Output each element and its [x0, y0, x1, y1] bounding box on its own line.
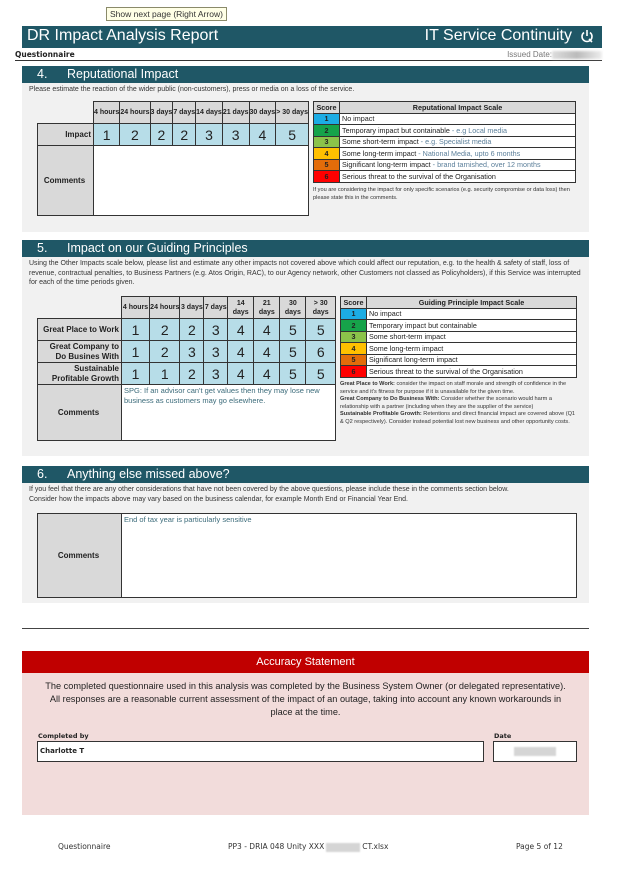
score-swatch: 3 [341, 331, 367, 343]
period-header: 14 days [228, 297, 254, 319]
impact-score-cell[interactable]: 1 [122, 341, 150, 363]
score-swatch: 4 [314, 148, 340, 160]
description-line: Consider how the impacts above may vary based on the business calendar, for example Month End or Financial Year End. [29, 495, 408, 503]
guiding-note [340, 396, 580, 411]
completed-by-field[interactable]: Charlotte T [37, 741, 484, 762]
scale-description [340, 136, 576, 148]
impact-score-cell[interactable]: 4 [254, 319, 280, 341]
divider [22, 628, 589, 629]
section-number: 5. [37, 241, 48, 255]
period-header: 21 days [222, 102, 249, 124]
section-title: Anything else missed above? [67, 467, 230, 481]
impact-score-cell[interactable]: 2 [173, 124, 196, 146]
row-label: Great Company to Do Busines With [38, 341, 122, 363]
power-refresh-icon [580, 29, 594, 43]
scale-row [314, 125, 576, 137]
table-row [38, 341, 336, 363]
comments-field[interactable]: End of tax year is particularly sensitive [122, 514, 577, 598]
header-row [38, 297, 336, 319]
score-swatch: 2 [314, 125, 340, 137]
period-header: 21 days [254, 297, 280, 319]
period-header: 30 days [249, 102, 276, 124]
impact-score-cell[interactable]: 3 [180, 341, 204, 363]
scale-description [340, 171, 576, 183]
scale-text: Temporary impact but containable [342, 125, 450, 135]
page-number: Page 5 of 12 [516, 842, 563, 851]
section-reputational-impact [22, 66, 589, 232]
score-swatch: 3 [314, 136, 340, 148]
scale-description [367, 343, 577, 355]
questionnaire-label: Questionnaire [15, 50, 75, 59]
scale-row [341, 354, 577, 366]
scale-description [367, 308, 577, 320]
scale-text: Some short-term impact [342, 137, 419, 147]
report-header-bar [22, 26, 602, 48]
section-description: Please estimate the reaction of the wider public (non-customers), press or media on a loss of the service. [29, 86, 355, 93]
reputational-impact-scale [313, 101, 576, 183]
scale-row [314, 171, 576, 183]
period-header: 24 hours [150, 297, 180, 319]
scale-description [367, 331, 577, 343]
issued-date-label: Issued Date: [507, 50, 552, 59]
scale-description [340, 159, 576, 171]
score-swatch: 5 [314, 159, 340, 171]
accuracy-title: Accuracy Statement [22, 651, 589, 673]
scale-row [341, 320, 577, 332]
score-swatch: 2 [341, 320, 367, 332]
score-swatch: 1 [341, 308, 367, 320]
scale-text: No impact [369, 309, 402, 319]
score-swatch: 5 [341, 354, 367, 366]
reputational-impact-table [37, 101, 309, 216]
impact-score-cell[interactable]: 4 [254, 363, 280, 385]
impact-score-cell[interactable]: 4 [228, 363, 254, 385]
scale-row [314, 136, 576, 148]
impact-score-cell[interactable]: 3 [222, 124, 249, 146]
scale-description [367, 354, 577, 366]
period-header: 3 days [180, 297, 204, 319]
note-text: Consider whether the scenario would harm a relationship with a partner (including when they are the supplier of the service) [340, 396, 552, 410]
score-header: Score [341, 297, 367, 309]
impact-score-cell[interactable]: 3 [204, 363, 228, 385]
period-header: > 30 days [276, 102, 309, 124]
impact-score-cell[interactable]: 1 [150, 363, 180, 385]
scale-row [314, 148, 576, 160]
scale-note: If you are considering the impact for only specific scenarios (e.g. security compromise or data loss) then please state this in the comments. [313, 187, 570, 201]
scale-description [340, 148, 576, 160]
scale-row [341, 308, 577, 320]
note-term: Great Company to Do Business With: [340, 396, 440, 403]
note-term: Great Place to Work: [340, 381, 395, 387]
impact-score-cell[interactable]: 4 [228, 341, 254, 363]
scale-row [314, 113, 576, 125]
section-heading [22, 466, 589, 483]
impact-score-cell[interactable]: 3 [204, 319, 228, 341]
subheader [15, 49, 602, 61]
date-redacted [514, 747, 556, 756]
guiding-principle-notes [340, 381, 580, 427]
score-swatch: 6 [341, 366, 367, 378]
footer-filename [228, 842, 388, 852]
filename-suffix: CT.xlsx [362, 842, 389, 851]
scale-text: No impact [342, 114, 375, 124]
scale-description [340, 113, 576, 125]
scale-text: Some short-term impact [369, 332, 446, 342]
corner-cell [38, 297, 122, 319]
tooltip: Show next page (Right Arrow) [106, 7, 227, 21]
impact-score-cell[interactable]: 1 [122, 319, 150, 341]
scale-description [367, 320, 577, 332]
report-right-title: IT Service Continuity [424, 27, 572, 44]
scale-row [341, 331, 577, 343]
date-label: Date [494, 732, 512, 740]
period-header: > 30 days [306, 297, 336, 319]
impact-score-cell[interactable]: 3 [196, 124, 223, 146]
comments-label: Comments [38, 385, 122, 441]
scale-title: Reputational Impact Scale [340, 102, 576, 114]
comments-field[interactable] [94, 146, 309, 216]
section-title: Reputational Impact [67, 67, 179, 81]
scale-row [341, 343, 577, 355]
table-row [38, 363, 336, 385]
section-anything-else [22, 466, 589, 603]
guiding-note [340, 381, 580, 396]
comments-label: Comments [38, 146, 94, 216]
row-label: Sustainable Profitable Growth [38, 363, 122, 385]
impact-score-cell[interactable]: 5 [280, 341, 306, 363]
period-header: 3 days [150, 102, 173, 124]
impact-score-cell[interactable]: 2 [180, 319, 204, 341]
impact-score-cell[interactable]: 5 [280, 319, 306, 341]
scale-hint: - e.g Local media [449, 125, 508, 135]
filename-prefix: PP3 - DRIA 048 Unity XXX [228, 842, 325, 851]
scale-row [314, 159, 576, 171]
note-term: Sustainable Profitable Growth: [340, 411, 422, 418]
section-description [22, 483, 589, 504]
scale-hint: - e.g. Specialist media [418, 137, 492, 147]
report-title: DR Impact Analysis Report [27, 27, 219, 44]
comments-row [38, 385, 336, 441]
table-row [38, 319, 336, 341]
guiding-principles-table [37, 296, 336, 441]
footer-left: Questionnaire [58, 842, 111, 851]
score-swatch: 1 [314, 113, 340, 125]
header-row [38, 102, 309, 124]
comments-label: Comments [38, 514, 122, 598]
scale-text: Serious threat to the survival of the Organisation [369, 366, 523, 376]
period-header: 7 days [204, 297, 228, 319]
period-header: 30 days [280, 297, 306, 319]
section-description: Using the Other Impacts scale below, please list and estimate any other impacts not covered above which could affect our reputation, e.g. to the health & safety of staff, loss of revenue, contractual penalties, to Business Partners (e.g. Atos Origin, RAC), to our Agency network, other Customers not classed as Policyholders), if this Service was interrupted for each of the time periods given. [29, 260, 581, 286]
date-field[interactable] [493, 741, 577, 762]
impact-score-cell[interactable]: 2 [120, 124, 150, 146]
row-label: Impact [38, 124, 94, 146]
impact-score-cell[interactable]: 5 [306, 363, 336, 385]
row-label: Great Place to Work [38, 319, 122, 341]
accuracy-body: The completed questionnaire used in this analysis was completed by the Business System Owner (or delegated representative). All responses are a reasonable current assessment of the impact of an outage, taking into account any known workarounds in place at the time. [45, 681, 566, 717]
scale-description [367, 366, 577, 378]
impact-score-cell[interactable]: 4 [254, 341, 280, 363]
section-number: 6. [37, 467, 48, 481]
impact-score-cell[interactable]: 5 [280, 363, 306, 385]
period-header: 4 hours [122, 297, 150, 319]
impact-score-cell[interactable]: 2 [150, 341, 180, 363]
accuracy-statement [22, 651, 589, 815]
scale-text: Serious threat to the survival of the Organisation [342, 171, 496, 181]
anything-else-table [37, 513, 577, 598]
period-header: 4 hours [94, 102, 120, 124]
section-number: 4. [37, 67, 48, 81]
section-title: Impact on our Guiding Principles [67, 241, 248, 255]
scale-header-row [341, 297, 577, 309]
impact-score-cell[interactable]: 1 [94, 124, 120, 146]
impact-score-cell[interactable]: 4 [228, 319, 254, 341]
period-header: 24 hours [120, 102, 150, 124]
completed-by-label: Completed by [38, 732, 89, 740]
corner-cell [38, 102, 94, 124]
score-swatch: 4 [341, 343, 367, 355]
scale-text: Some long-term impact [369, 343, 444, 353]
note-text: Retentions and direct financial impact are covered above (Q1 & Q2 respectively). Consider instead potential lost new business and other opportunity costs. [340, 411, 576, 425]
period-header: 7 days [173, 102, 196, 124]
description-line: If you feel that there are any other considerations that have not been covered by the above questions, please include these in the comments section below. [29, 486, 509, 493]
scale-title: Guiding Principle Impact Scale [367, 297, 577, 309]
note-text: consider the impact on staff morale and strength of confidence in the service and it's fitness for purpose if it is unavailable for the given time. [340, 381, 567, 395]
scale-text: Some long-term impact [342, 148, 417, 158]
issued-date-redacted [552, 51, 602, 59]
guiding-note [340, 411, 580, 426]
impact-score-cell[interactable]: 2 [180, 363, 204, 385]
section-guiding-principles [22, 240, 589, 456]
scale-text: Significant long-term impact [369, 355, 458, 365]
filename-redacted [326, 843, 360, 852]
impact-score-cell[interactable]: 4 [249, 124, 276, 146]
impact-score-cell[interactable]: 1 [122, 363, 150, 385]
scale-text: Significant long-term impact [342, 160, 431, 170]
score-swatch: 6 [314, 171, 340, 183]
impact-score-cell[interactable]: 5 [276, 124, 309, 146]
section-heading [22, 66, 589, 83]
comments-field[interactable]: SPG: If an advisor can't get values then they may lose new business as customers may go elsewhere. [122, 385, 336, 441]
scale-row [341, 366, 577, 378]
scale-text: Temporary impact but containable [369, 320, 477, 330]
scale-description [340, 125, 576, 137]
score-header: Score [314, 102, 340, 114]
guiding-principle-scale [340, 296, 577, 378]
impact-score-cell[interactable]: 2 [150, 124, 173, 146]
section-heading [22, 240, 589, 257]
period-header: 14 days [196, 102, 223, 124]
table-row [38, 124, 309, 146]
scale-hint: - brand tarnished, over 12 months [430, 160, 541, 170]
impact-score-cell[interactable]: 6 [306, 341, 336, 363]
impact-score-cell[interactable]: 5 [306, 319, 336, 341]
scale-header-row [314, 102, 576, 114]
scale-hint: - National Media, upto 6 months [416, 148, 521, 158]
impact-score-cell[interactable]: 3 [204, 341, 228, 363]
comments-row [38, 146, 309, 216]
impact-score-cell[interactable]: 2 [150, 319, 180, 341]
